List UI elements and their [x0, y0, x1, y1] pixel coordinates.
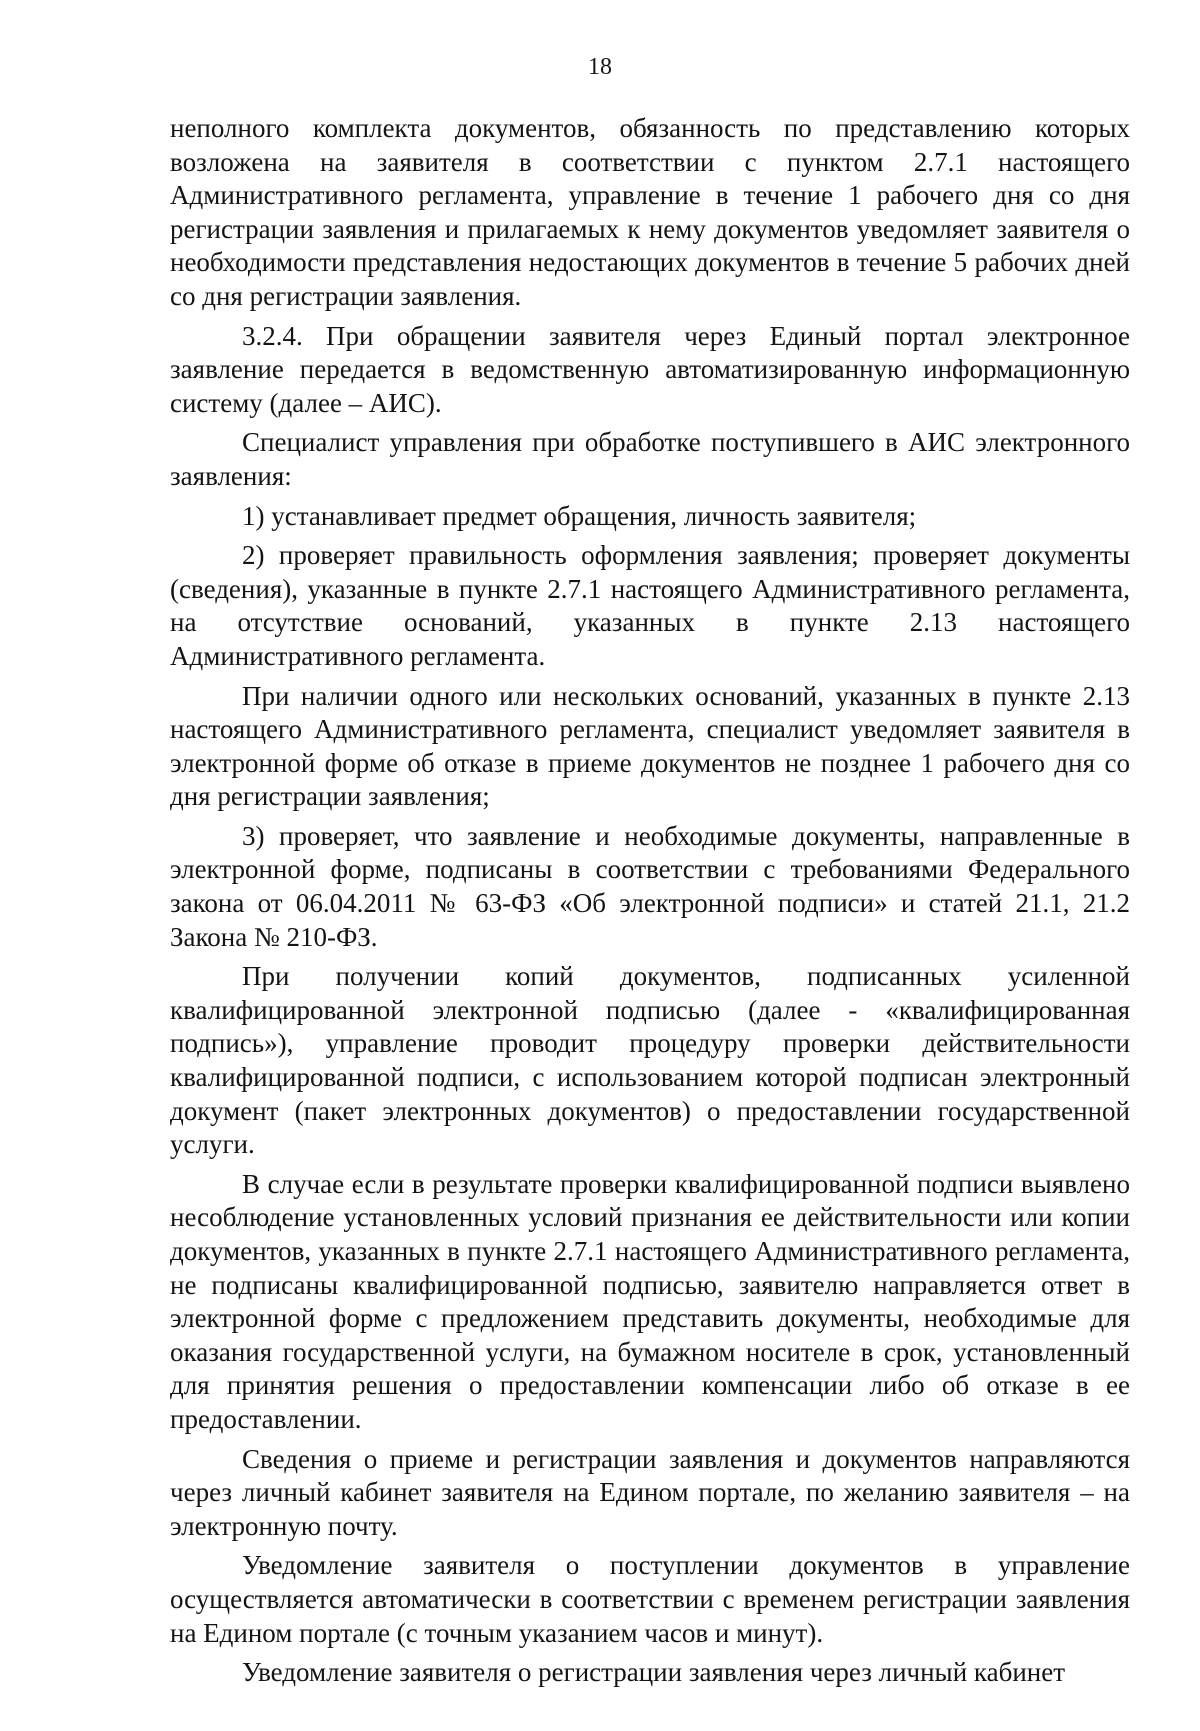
- document-body: [170, 112, 1130, 1690]
- paragraph: При наличии одного или нескольких оснований, указанных в пункте 2.13 настоящего Административного регламента, специалист уведомляет заявителя в электронной форме об отказе в приеме документов не позднее 1 рабочего дня со дня регистрации заявления;: [170, 680, 1130, 812]
- paragraph: Сведения о приеме и регистрации заявления и документов направляются через личный кабинет заявителя на Едином портале, по желанию заявителя – на электронную почту.: [170, 1443, 1130, 1541]
- paragraph: При получении копий документов, подписанных усиленной квалифицированной электронной подписью (далее - «квалифицированная подпись»), управление проводит процедуру проверки действительности квалифицированной подписи, с использованием которой подписан электронный документ (пакет электронных документов) о предоставлении государственной услуги.: [170, 961, 1130, 1160]
- list-item: 2) проверяет правильность оформления заявления; проверяет документы (сведения), указанные в пункте 2.7.1 настоящего Административного регламента, на отсутствие оснований, указанных в пункте 2.13 настоящего Административного регламента.: [170, 540, 1130, 671]
- list-item: 3) проверяет, что заявление и необходимые документы, направленные в электронной форме, подписаны в соответствии с требованиями Федерального закона от 06.04.2011 № 63-ФЗ «Об электронной подписи» и статей 21.1, 21.2 Закона № 210-ФЗ.: [170, 820, 1130, 952]
- paragraph: В случае если в результате проверки квалифицированной подписи выявлено несоблюдение установленных условий признания ее действительности или копии документов, указанных в пункте 2.7.1 настоящего Административного регламента, не подписаны квалифицированной подписью, заявителю направляется ответ в электронной форме с предложением представить документы, необходимые для оказания государственной услуги, на бумажном носителе в срок, установленный для принятия решения о предоставлении компенсации либо об отказе в ее предоставлении.: [170, 1168, 1130, 1434]
- paragraph: Специалист управления при обработке поступившего в АИС электронного заявления:: [170, 427, 1130, 491]
- paragraph: Уведомление заявителя о регистрации заявления через личный кабинет: [242, 1657, 1066, 1688]
- paragraph: Уведомление заявителя о поступлении документов в управление осуществляется автоматически в соответствии с временем регистрации заявления на Едином портале (с точным указанием часов и минут).: [170, 1550, 1130, 1648]
- list-item: 1) устанавливает предмет обращения, личность заявителя;: [242, 500, 917, 531]
- paragraph: неполного комплекта документов, обязанность по представлению которых возложена на заявителя в соответствии с пунктом 2.7.1 настоящего Административного регламента, управление в течение 1 рабочего дня со дня регистрации заявления и прилагаемых к нему документов уведомляет заявителя о необходимости представления недостающих документов в течение 5 рабочих дней со дня регистрации заявления.: [170, 113, 1130, 311]
- paragraph: 3.2.4. При обращении заявителя через Единый портал электронное заявление передается в ведомственную автоматизированную информационную систему (далее – АИС).: [170, 320, 1130, 418]
- page-number: 18: [588, 54, 612, 80]
